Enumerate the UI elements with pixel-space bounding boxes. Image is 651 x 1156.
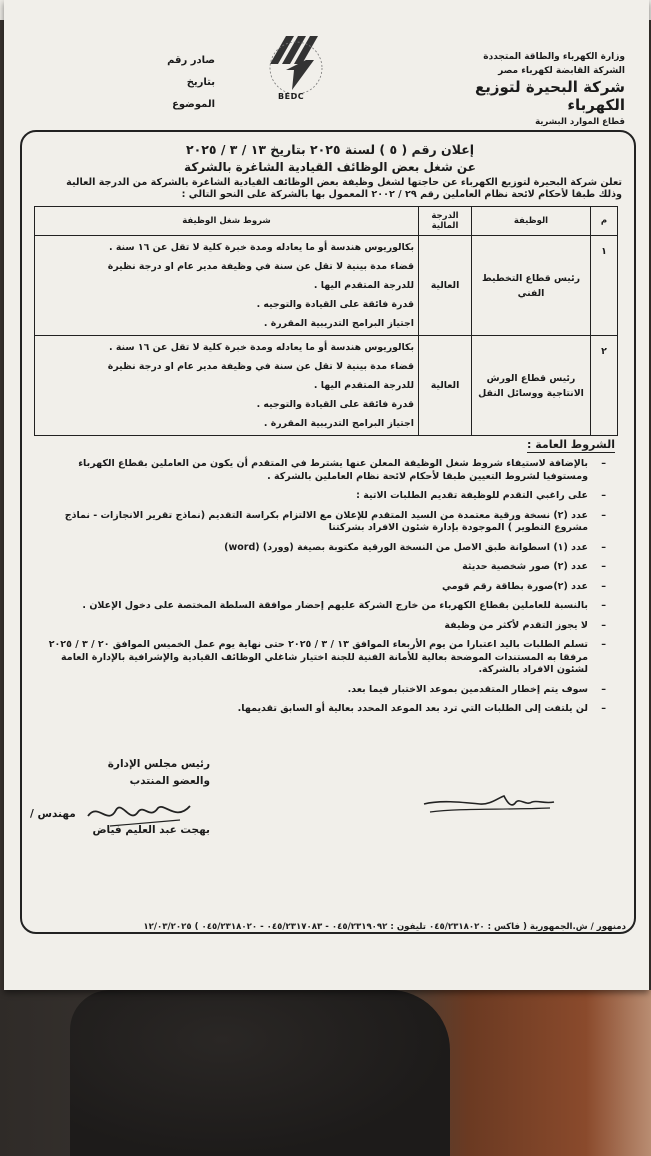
company-name: شركة البحيرة لتوزيع الكهرباء [474,78,625,114]
term-item: – سوف يتم إخطار المتقدمين بموعد الاختبار فيما بعد. [30,684,606,697]
condition-item: اجتياز البرامج التدريبية المقررة . [263,418,414,429]
term-item: – بالإضافة لاستيفاء شروط شغل الوظيفة المعلن عنها يشترط في المتقدم أن يكون من العاملين بقطاع الكهرباء ومستوفيا لشروط التعيين طبقا لأحكام لائحة نظام العاملين بالشركة . [30,458,606,483]
condition-item: اجتياز البرامج التدريبية المقررة . [263,318,414,329]
letter-meta-fields [120,50,215,116]
date-label: بتاريخ [186,77,215,88]
announcement-title: إعلان رقم ( ٥ ) لسنة ٢٠٢٥ بتاريخ ١٣ / ٣ / ٢٠٢٥ [185,142,475,157]
signatory-name: بهجت عبد العليم فياض [92,824,210,836]
chairman-signature-icon [80,796,200,836]
intro-line-2: وذلك طبقا لأحكام لائحة نظام العاملين رقم ٢٩ / ٢٠٠٢ المعمول بها بالشركة على النحو التالي : [181,189,622,200]
ministry-name: وزارة الكهرباء والطاقة المتجددة [483,52,625,62]
row-position: رئيس قطاع الورش الانتاجية ووسائل النقل [472,336,591,436]
condition-item: قضاء مدة بينية لا تقل عن سنة في وظيفة مدير عام او درجة نظيرة [107,361,414,372]
announcement-intro [30,177,622,201]
term-item: – تسلم الطلبات باليد اعتبارا من يوم الأربعاء الموافق ١٣ / ٣ / ٢٠٢٥ حتى نهاية يوم عمل الخميس الموافق ٢٠ / ٣ / ٢٠٢٥ مرفقا به المستندات الموضحة بعالية للأمانة الفنية للجنة اختيار شاغلي الوظائف القيادية والإشرافية بالإدارة العامة لشئون الافراد بالشركة. [30,639,606,677]
header-grade: الدرجة المالية [419,207,472,236]
term-item: – على راغبي التقدم للوظيفة تقديم الطلبات الاتية : [30,490,606,503]
table-row [35,236,618,336]
subject-label: الموضوع [172,99,215,110]
row-grade: العالية [419,336,472,436]
general-terms-title: الشروط العامة : [527,438,615,451]
table-row [35,336,618,436]
chairman-title: رئيس مجلس الإدارة [107,758,210,770]
condition-item: بكالوريوس هندسة أو ما يعادله ومدة خبرة كلية لا تقل عن ١٦ سنة . [109,342,414,353]
jobs-table [34,206,618,436]
condition-item: للدرجة المتقدم اليها . [313,380,414,391]
lightning-logo-icon [256,34,336,96]
term-item: – عدد (١) اسطوانة طبق الاصل من النسخة الورقية مكتوبة بصيغة (وورد) (word) [30,542,606,555]
term-item: – لا يجوز التقدم لأكثر من وظيفة [30,620,606,633]
term-item: – عدد (٢) صور شخصية حديثة [30,561,606,574]
row-grade: العالية [419,236,472,336]
managing-director-title: والعضو المنتدب [129,775,210,787]
header-conditions: شروط شغل الوظيفة [35,207,419,236]
logo-text: BEDC [278,92,305,101]
row-conditions [35,236,419,336]
term-item: – عدد (٢) نسخة ورقية معتمدة من السيد المتقدم للإعلان مع الالتزام بكراسة التقديم (نماذج تقرير الانجازات - نماذج مشروع التطوير ) الموجودة بإدارة شئون الافراد بشركتنا [30,510,606,535]
general-terms-list [30,458,606,723]
ref-number-label: صادر رقم [167,55,215,66]
row-conditions [35,336,419,436]
sector-name: قطاع الموارد البشرية [535,117,625,127]
holding-name: الشركة القابضة لكهرباء مصر [498,66,625,76]
table-header-row [35,207,618,236]
header-num: م [591,207,618,236]
row-position: رئيس قطاع التخطيط الفني [472,236,591,336]
condition-item: قدرة فائقة على القيادة والتوجيه . [256,299,414,310]
condition-item: للدرجة المتقدم اليها . [313,280,414,291]
header-position: الوظيفة [472,207,591,236]
condition-item: قضاء مدة بينية لا تقل عن سنة في وظيفة مدير عام او درجة نظيرة [107,261,414,272]
term-item: – لن يلتفت إلى الطلبات التي ترد بعد الموعد المحدد بعالية أو السابق تقديمها. [30,703,606,716]
row-num: ١ [591,236,618,336]
condition-item: بكالوريوس هندسة أو ما يعادله ومدة خبرة كلية لا تقل عن ١٦ سنة . [109,242,414,253]
letterhead-org [415,52,625,127]
term-item: – بالنسبة للعاملين بقطاع الكهرباء من خارج الشركة عليهم إحضار موافقة السلطة المختصة على دخول الإعلان . [30,600,606,613]
intro-line-1: تعلن شركة البحيرة لتوزيع الكهرباء عن حاجتها لشغل وظيفة بعض الوظائف القيادية الشاغرة بالشركة من الدرجة العالية [66,177,622,188]
company-logo [256,34,336,104]
footer-address: دمنهور / ش.الجمهورية ( فاكس : ٠٤٥/٢٣١٨٠٢٠ تليفون : ٠٤٥/٢٣١٩٠٩٢ - ٠٤٥/٢٣١٧٠٨٣ - ٠٤٥/٢٣١٨٠٢٠ ) ١٢/٠٣/٢٠٢٥ [143,922,626,932]
term-item: – عدد (٢)صورة بطاقة رقم قومي [30,581,606,594]
announcement-subtitle: عن شغل بعض الوظائف القيادية الشاغرة بالشركة [184,160,476,174]
handwritten-signature-icon [420,790,560,830]
dark-cloth [70,990,450,1156]
condition-item: قدرة فائقة على القيادة والتوجيه . [256,399,414,410]
engineer-title: مهندس / [30,808,76,820]
row-num: ٢ [591,336,618,436]
